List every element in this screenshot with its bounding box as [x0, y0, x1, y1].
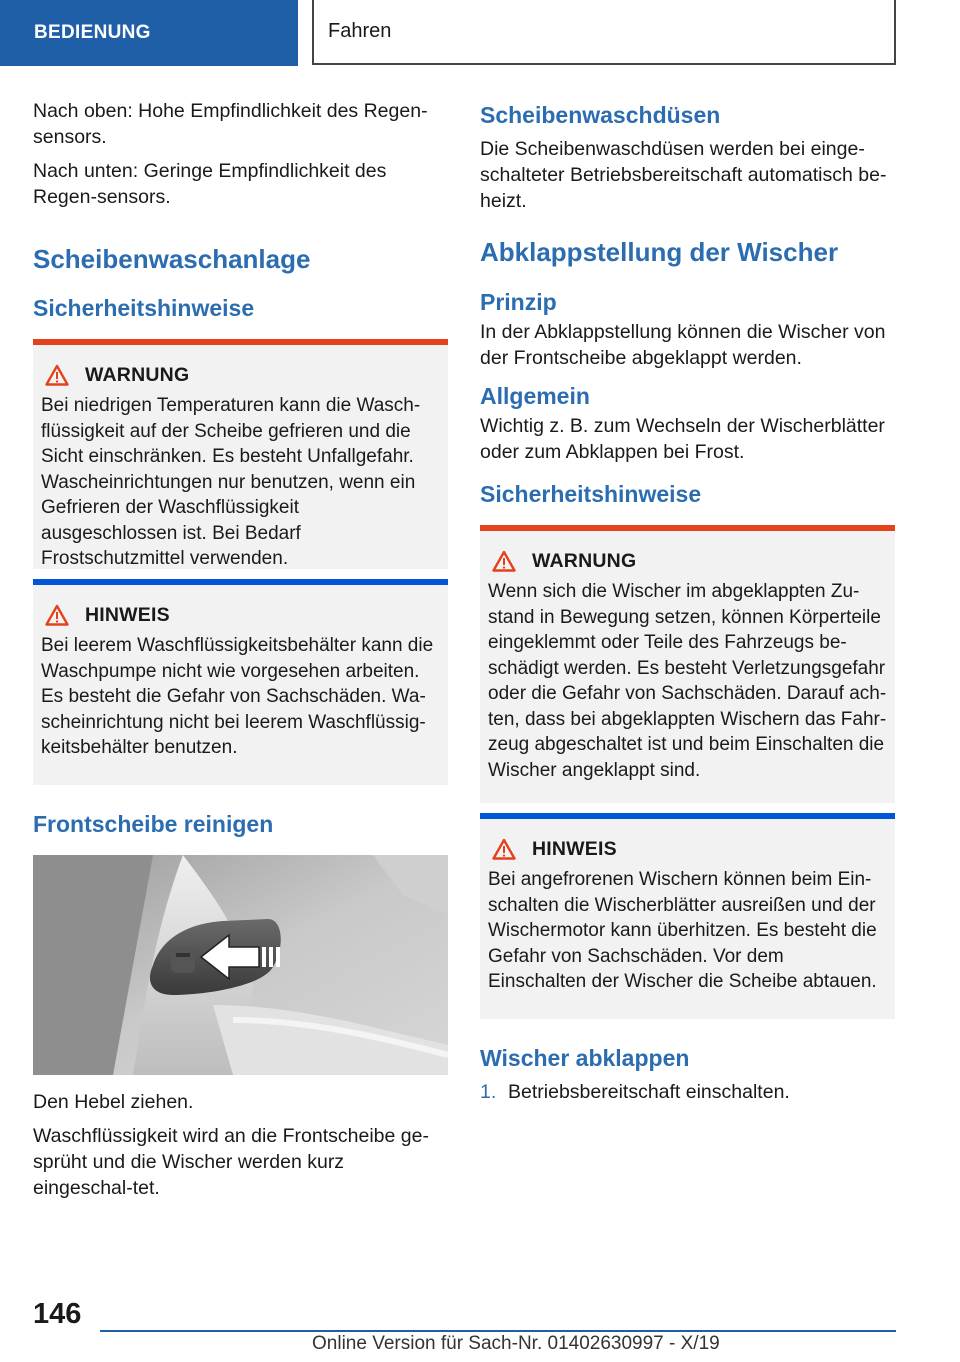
- subheading-safety-notes: Sicherheitshinweise: [33, 295, 255, 321]
- warning-title-right: WARNUNG: [532, 549, 637, 572]
- subheading-safety-notes-right: Sicherheitshinweise: [480, 481, 702, 507]
- instruction-pull-lever: Den Hebel ziehen.: [33, 1091, 194, 1113]
- warning-triangle-icon: [492, 550, 516, 572]
- warning-text: Bei niedrigen Temperaturen kann die Wasch-flüssigkeit auf der Scheibe gefrieren und die Sicht einschränken. Es besteht Unfallgefahr. Wascheinrichtungen nur benutzen, wenn ein Gefrieren der Waschflüssigkeit ausgeschlossen ist. Bei Bedarf Frostschutzmittel verwenden.: [41, 395, 421, 569]
- nozzles-text: Die Scheibenwaschdüsen werden bei einge-schalteter Betriebsbereitschaft automatisch be-heizt.: [480, 138, 887, 212]
- footer-divider: [100, 1330, 896, 1332]
- online-version-footer: Online Version für Sach-Nr. 01402630997 - X/19: [312, 1333, 720, 1354]
- note-box-header: [41, 601, 440, 629]
- warning-title: WARNUNG: [85, 363, 190, 386]
- heading-general: Allgemein: [480, 383, 590, 409]
- heading-principle: Prinzip: [480, 289, 557, 315]
- warning-box-header: [41, 361, 440, 389]
- list-item: [480, 1079, 895, 1105]
- note-title: HINWEIS: [85, 603, 170, 626]
- heading-washer-system: Scheibenwaschanlage: [33, 244, 311, 274]
- heading-fold-wipers: Wischer abklappen: [480, 1045, 690, 1071]
- step-number: 1.: [480, 1081, 497, 1103]
- general-text: Wichtig z. B. zum Wechseln der Wischerblätter oder zum Abklappen bei Frost.: [480, 415, 885, 463]
- page-number: 146: [33, 1298, 82, 1330]
- warning-box-right: [480, 525, 895, 803]
- note-box: [33, 579, 448, 785]
- chapter-title: Fahren: [312, 0, 896, 65]
- right-column: [480, 100, 895, 1105]
- caution-triangle-icon: [492, 838, 516, 860]
- intro-paragraph-2: Nach unten: Geringe Empfindlichkeit des Regen-sensors.: [33, 160, 387, 208]
- section-tab[interactable]: BEDIENUNG: [0, 0, 298, 66]
- warning-box: [33, 339, 448, 569]
- warning-triangle-icon: [45, 364, 69, 386]
- washer-lever-photo: [33, 855, 448, 1075]
- note-box-right-header: [488, 835, 887, 863]
- warning-box-right-header: [488, 547, 887, 575]
- note-text-right: Bei angefrorenen Wischern können beim Ein-schalten die Wischerblätter ausreißen und der Wischermotor kann überhitzen. Es besteht die Gefahr von Sachschäden. Vor dem Einschalten der Wischer die Scheibe abtauen.: [488, 869, 877, 992]
- heading-clean-windshield: Frontscheibe reinigen: [33, 811, 274, 837]
- note-box-right: [480, 813, 895, 1019]
- caution-triangle-icon: [45, 604, 69, 626]
- step-text: Betriebsbereitschaft einschalten.: [508, 1081, 790, 1103]
- heading-washer-nozzles: Scheibenwaschdüsen: [480, 102, 721, 128]
- instruction-spray-result: Waschflüssigkeit wird an die Frontscheibe ge-sprüht und die Wischer werden kurz eingeschal-tet.: [33, 1125, 429, 1199]
- left-column: [33, 98, 448, 1209]
- principle-text: In der Abklappstellung können die Wischer von der Frontscheibe abgeklappt werden.: [480, 321, 886, 369]
- heading-fold-position: Abklappstellung der Wischer: [480, 237, 839, 267]
- warning-text-right: Wenn sich die Wischer im abgeklappten Zu-stand in Bewegung setzen, können Körperteile eingeklemmt oder Teile des Fahrzeugs be-schädigt werden. Es besteht Verletzungsgefahr oder die Gefahr von Sachschäden. Darauf ach-ten, dass bei abgeklappten Wischern das Fahr-zeug abgeschaltet ist und beim Einschalten die Wischer angeklappt sind.: [488, 581, 887, 781]
- note-text: Bei leerem Waschflüssigkeitsbehälter kann die Waschpumpe nicht wie vorgesehen arbeiten. Es besteht die Gefahr von Sachschäden. Wa-scheinrichtung nicht bei leerem Waschflüssig-keitsbehälter benutzen.: [41, 635, 434, 758]
- note-title-right: HINWEIS: [532, 837, 617, 860]
- intro-paragraph-1: Nach oben: Hohe Empfindlichkeit des Regen-sensors.: [33, 100, 428, 148]
